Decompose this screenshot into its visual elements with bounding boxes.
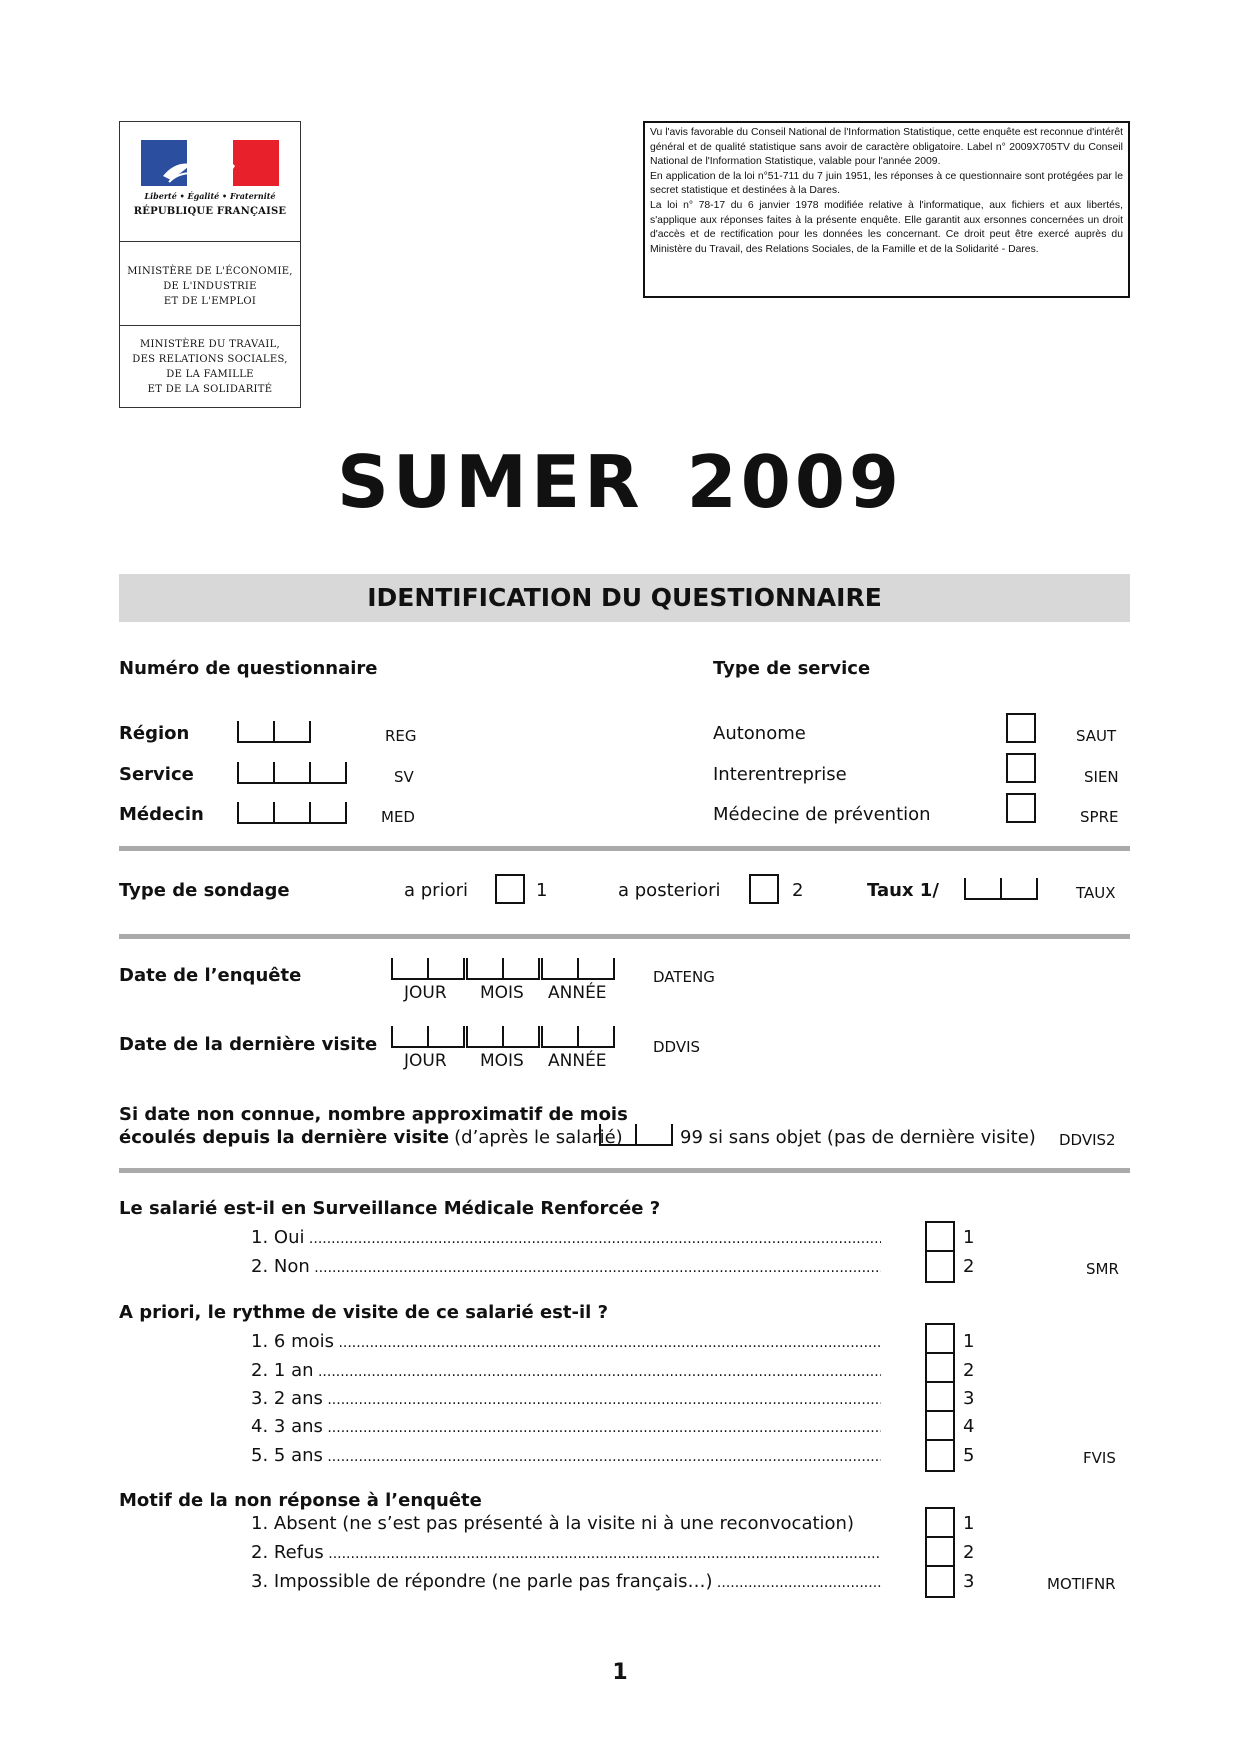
motifnr-code: MOTIFNR <box>1047 1575 1116 1593</box>
smr-checkbox-2[interactable] <box>927 1252 953 1281</box>
motifnr-checkbox-2[interactable] <box>927 1538 953 1567</box>
a-priori-checkbox[interactable] <box>495 874 525 904</box>
date-visite-annee[interactable] <box>541 1026 615 1048</box>
french-flag-icon <box>141 140 279 186</box>
date-visite-label: Date de la dernière visite <box>119 1034 378 1055</box>
option-label: 2. 1 an ..... <box>251 1360 881 1381</box>
option-value: 3 <box>963 1388 975 1409</box>
taux-input[interactable] <box>964 878 1038 900</box>
separator <box>119 846 1130 851</box>
sondage-label: Type de sondage <box>119 880 290 901</box>
option-value: 4 <box>963 1416 975 1437</box>
service-code: SV <box>394 768 414 786</box>
medecine-prevention-checkbox[interactable] <box>1006 793 1036 823</box>
fvis-checkboxes[interactable] <box>925 1323 955 1472</box>
fvis-checkbox-5[interactable] <box>927 1441 953 1470</box>
ministry-line: MINISTÈRE DU TRAVAIL, <box>139 339 281 350</box>
separator <box>119 934 1130 939</box>
service-option-label: Autonome <box>713 723 806 744</box>
republique-francaise: RÉPUBLIQUE FRANÇAISE <box>133 206 287 217</box>
mois-ecoules-normal: (d’après le salarié) <box>454 1127 623 1148</box>
motifnr-checkbox-3[interactable] <box>927 1567 953 1596</box>
option-label: 1. Absent (ne s’est pas présenté à la visite ni à une reconvocation) <box>251 1513 854 1534</box>
legal-paragraph: En application de la loi n°51-711 du 7 juin 1951, les réponses à ce questionnaire sont protégées par le secret statistique et destinées à la Dares. <box>650 170 1123 197</box>
option-label: 1. Oui ..... <box>251 1227 881 1248</box>
mois-ecoules-bold: écoulés depuis la dernière visite <box>119 1127 450 1148</box>
a-posteriori-value: 2 <box>792 880 804 901</box>
service-option-code: SIEN <box>1084 768 1119 786</box>
option-value: 2 <box>963 1360 975 1381</box>
smr-checkboxes[interactable] <box>925 1221 955 1283</box>
question-fvis: A priori, le rythme de visite de ce salarié est-il ? <box>119 1302 609 1323</box>
legal-notice <box>643 121 1130 298</box>
ministry-line: DES RELATIONS SOCIALES, <box>132 354 288 365</box>
option-label: 5. 5 ans ..... <box>251 1445 881 1466</box>
option-value: 1 <box>963 1227 975 1248</box>
republic-motto: Liberté • Égalité • Fraternité <box>144 191 276 201</box>
service-option-label: Médecine de prévention <box>713 804 931 825</box>
option-value: 5 <box>963 1445 975 1466</box>
medecin-code: MED <box>381 808 415 826</box>
service-input[interactable] <box>237 762 347 784</box>
ministry-labour <box>120 326 300 409</box>
date-enquete-code: DATENG <box>653 968 715 986</box>
service-option-code: SAUT <box>1076 727 1117 745</box>
page-number: 1 <box>612 1660 628 1685</box>
numero-heading: Numéro de questionnaire <box>119 658 378 679</box>
separator <box>119 1168 1130 1173</box>
option-value: 1 <box>963 1331 975 1352</box>
fvis-checkbox-3[interactable] <box>927 1383 953 1412</box>
section-banner: IDENTIFICATION DU QUESTIONNAIRE <box>119 574 1130 622</box>
option-value: 3 <box>963 1571 975 1592</box>
a-priori-value: 1 <box>536 880 548 901</box>
medecin-input[interactable] <box>237 802 347 824</box>
date-visite-code: DDVIS <box>653 1038 701 1056</box>
interentreprise-checkbox[interactable] <box>1006 753 1036 783</box>
ministry-economy <box>120 241 300 326</box>
smr-checkbox-1[interactable] <box>927 1223 953 1252</box>
ministry-line: ET DE L'EMPLOI <box>163 296 257 307</box>
option-label: 2. Non ..... <box>251 1256 881 1277</box>
service-option-label: Interentreprise <box>713 764 847 785</box>
smr-code: SMR <box>1086 1260 1119 1278</box>
date-enquete-mois[interactable] <box>466 958 540 980</box>
jour-label: JOUR <box>404 983 447 1003</box>
marianne-logo <box>120 122 300 242</box>
question-smr: Le salarié est-il en Surveillance Médicale Renforcée ? <box>119 1198 661 1219</box>
fvis-code: FVIS <box>1083 1449 1116 1467</box>
taux-label: Taux 1/ <box>867 880 939 901</box>
service-label: Service <box>119 764 194 785</box>
fvis-checkbox-4[interactable] <box>927 1412 953 1441</box>
annee-label: ANNÉE <box>548 983 607 1003</box>
mois-ecoules-line1: Si date non connue, nombre approximatif de mois <box>119 1104 628 1125</box>
service-option-code: SPRE <box>1080 808 1119 826</box>
option-label: 3. Impossible de répondre (ne parle pas français…) ..... <box>251 1571 881 1592</box>
a-posteriori-label: a posteriori <box>618 880 721 901</box>
marianne-profile-icon <box>161 142 241 186</box>
date-visite-mois[interactable] <box>466 1026 540 1048</box>
date-visite-jour[interactable] <box>391 1026 465 1048</box>
ministry-line: DE LA FAMILLE <box>166 369 254 380</box>
region-input[interactable] <box>237 721 311 743</box>
a-priori-label: a priori <box>404 880 468 901</box>
sans-objet-note: 99 si sans objet (pas de dernière visite) <box>680 1127 1036 1148</box>
motifnr-checkbox-1[interactable] <box>927 1509 953 1538</box>
option-value: 1 <box>963 1513 975 1534</box>
fvis-checkbox-2[interactable] <box>927 1354 953 1383</box>
mois-label: MOIS <box>480 1051 524 1071</box>
ministry-line: ET DE LA SOLIDARITÉ <box>147 384 273 395</box>
a-posteriori-checkbox[interactable] <box>749 874 779 904</box>
legal-paragraph: La loi n° 78-17 du 6 janvier 1978 modifiée relative à l'informatique, aux fichiers et aux libertés, s'applique aux réponses faites à la présente enquête. Elle garantit aux ersonnes concernées un droit d'accès et de rectification pour les données les concernant. Ce droit peut être exercé auprès du Ministère du Travail, des Relations Sociales, de la Famille et de la Solidarité - Dares. <box>650 199 1123 255</box>
type-service-heading: Type de service <box>713 658 871 679</box>
option-value: 2 <box>963 1542 975 1563</box>
option-label: 4. 3 ans ..... <box>251 1416 881 1437</box>
region-label: Région <box>119 723 190 744</box>
mois-ecoules-code: DDVIS2 <box>1059 1131 1116 1149</box>
ministry-line: DE L'INDUSTRIE <box>163 281 257 292</box>
taux-code: TAUX <box>1076 884 1116 902</box>
option-label: 1. 6 mois ..... <box>251 1331 881 1352</box>
medecin-label: Médecin <box>119 804 204 825</box>
mois-ecoules-input[interactable] <box>599 1124 673 1146</box>
option-label: 3. 2 ans ..... <box>251 1388 881 1409</box>
date-enquete-label: Date de l’enquête <box>119 965 302 986</box>
government-logo-block <box>119 121 301 408</box>
question-motifnr: Motif de la non réponse à l’enquête <box>119 1490 482 1511</box>
option-value: 2 <box>963 1256 975 1277</box>
legal-paragraph: Vu l'avis favorable du Conseil National de l'Information Statistique, cette enquête est reconnue d'intérêt général et de qualité statistique sans avoir de caractère obligatoire. Label n° 2009X705TV du Conseil National de l'Information Statistique, valable pour l'année 2009. <box>650 127 1123 168</box>
mois-ecoules-line2 <box>119 1127 623 1148</box>
fvis-checkbox-1[interactable] <box>927 1325 953 1354</box>
date-enquete-jour[interactable] <box>391 958 465 980</box>
jour-label: JOUR <box>404 1051 447 1071</box>
annee-label: ANNÉE <box>548 1051 607 1071</box>
ministry-line: MINISTÈRE DE L'ÉCONOMIE, <box>127 266 293 277</box>
date-enquete-annee[interactable] <box>541 958 615 980</box>
option-label: 2. Refus ..... <box>251 1542 881 1563</box>
motifnr-checkboxes[interactable] <box>925 1507 955 1598</box>
document-title: SUMER 2009 <box>336 440 904 524</box>
region-code: REG <box>385 727 417 745</box>
mois-label: MOIS <box>480 983 524 1003</box>
autonome-checkbox[interactable] <box>1006 713 1036 743</box>
